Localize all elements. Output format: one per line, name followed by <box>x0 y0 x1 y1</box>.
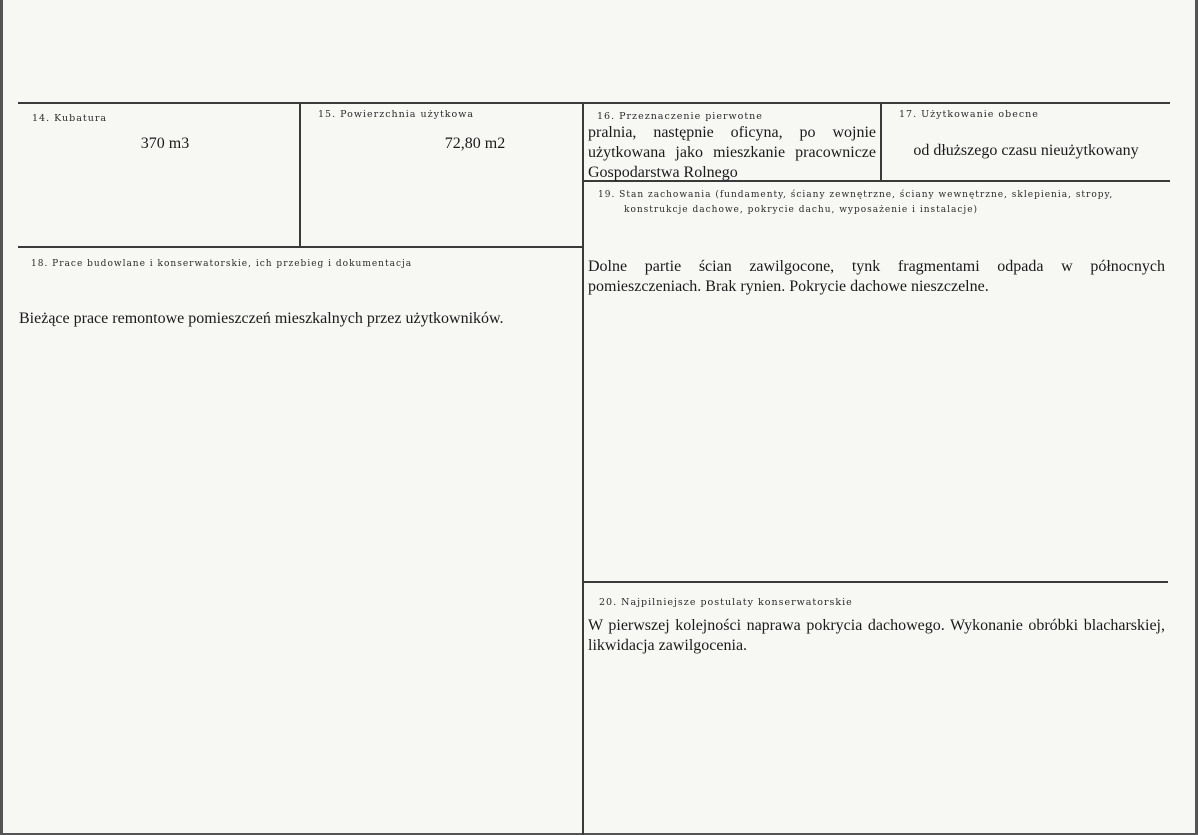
field-16-label: 16. Przeznaczenie pierwotne <box>597 111 763 122</box>
divider-16-17 <box>880 102 882 180</box>
field-19-label-line2: konstrukcje dachowe, pokrycie dachu, wyposażenie i instalacje) <box>624 205 979 215</box>
field-20-label: 20. Najpilniejsze postulaty konserwatorskie <box>599 597 853 608</box>
field-14-value: 370 m3 <box>140 135 190 152</box>
rule-14-18 <box>18 246 584 248</box>
divider-14-15 <box>299 102 301 246</box>
field-19-label-line1: 19. Stan zachowania (fundamenty, ściany zewnętrzne, ściany wewnętrzne, sklepienia, stropy, <box>598 190 1114 200</box>
field-20-value: W pierwszej kolejności naprawa pokrycia dachowego. Wykonanie obróbki blacharskiej, likwidacja zawilgocenia. <box>588 617 1165 654</box>
field-14-label: 14. Kubatura <box>32 113 108 124</box>
field-19-value: Dolne partie ścian zawilgocone, tynk fragmentami odpada w północnych pomieszczeniach. Brak rynien. Pokrycie dachowe nieszczelne. <box>588 258 1165 295</box>
rule-19-20 <box>584 581 1168 583</box>
card-left-edge <box>0 0 3 835</box>
field-17-value: od dłuższego czasu nieużytkowany <box>913 142 1139 159</box>
field-18-value: Bieżące prace remontowe pomieszczeń mieszkalnych przez użytkowników. <box>19 310 504 327</box>
field-15-value: 72,80 m2 <box>444 135 506 152</box>
top-rule <box>18 102 1170 104</box>
field-17-label: 17. Użytkowanie obecne <box>899 109 1039 120</box>
field-18-label: 18. Prace budowlane i konserwatorskie, ich przebieg i dokumentacja <box>31 259 413 269</box>
center-divider <box>582 102 584 835</box>
field-16-value: pralnia, następnie oficyna, po wojnie użytkowana jako mieszkanie pracownicze Gospodarstwa Rolnego <box>588 124 876 181</box>
field-15-label: 15. Powierzchnia użytkowa <box>318 109 475 120</box>
